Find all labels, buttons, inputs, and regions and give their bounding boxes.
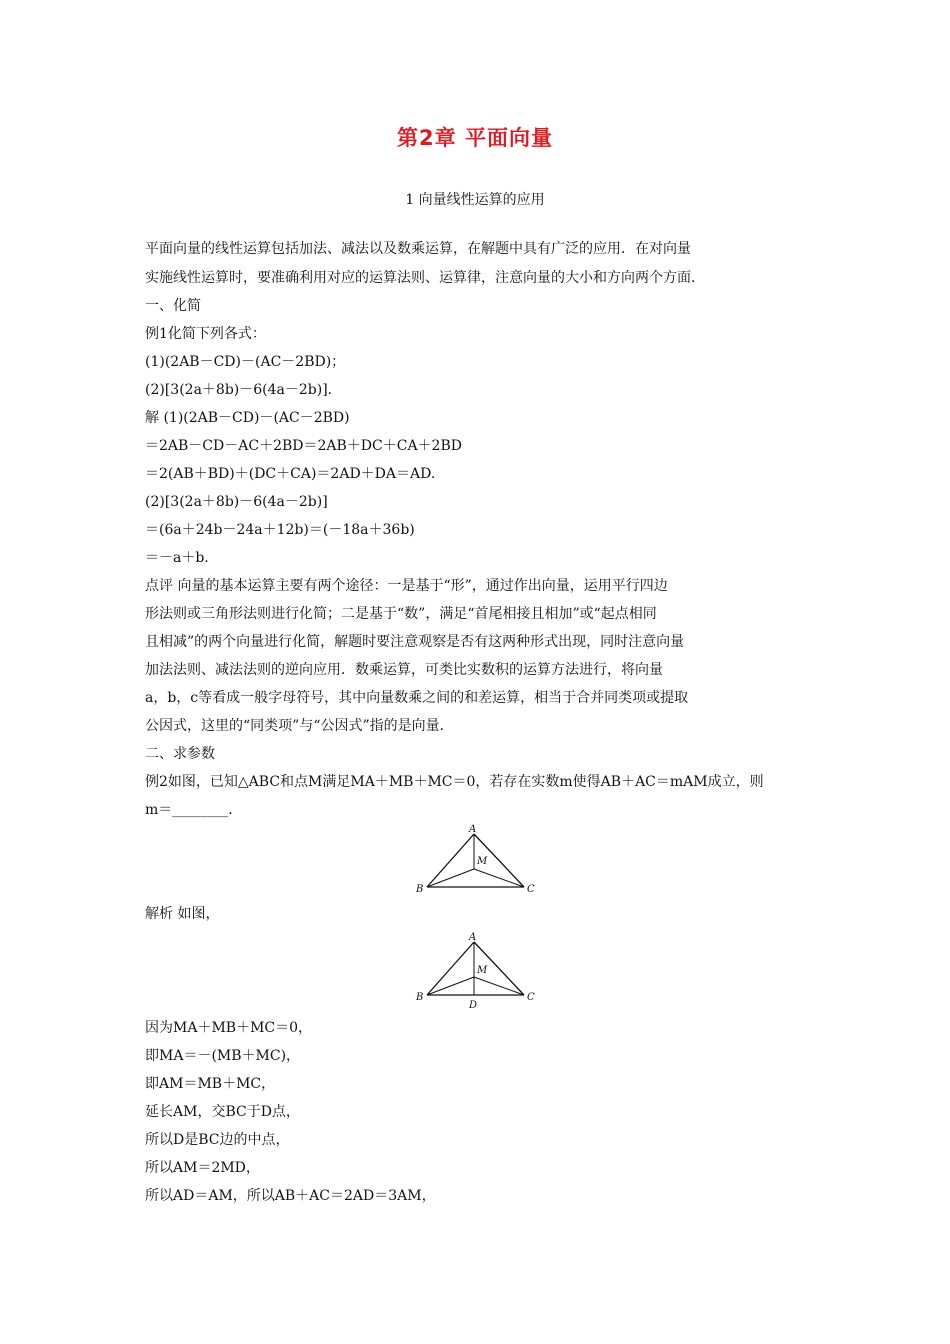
heading-parameter: 二、求参数 <box>145 746 215 762</box>
label-a: A <box>469 932 477 943</box>
text-line: 所以AD＝AM，所以AB＋AC＝2AD＝3AM， <box>145 1188 436 1204</box>
text-line: 即AM＝MB＋MC， <box>145 1076 276 1092</box>
text-line: ＝(6a＋24b－24a＋12b)＝(－18a＋36b) <box>145 522 415 538</box>
text-line: (1)(2AB－CD)－(AC－2BD)； <box>145 354 346 370</box>
text-line: ＝2(AB＋BD)＋(DC＋CA)＝2AD＋DA＝AD. <box>145 466 436 482</box>
triangle-figure-1 <box>410 822 540 898</box>
analysis-label: 解析 如图， <box>145 906 220 922</box>
chapter-title: 第2章 平面向量 <box>397 126 553 150</box>
text-line: 所以D是BC边的中点， <box>145 1132 290 1148</box>
label-c: C <box>527 992 535 1003</box>
heading-simplify: 一、化简 <box>145 298 201 314</box>
example-1: 例1化简下列各式： <box>145 326 266 342</box>
text-line: 延长AM，交BC于D点， <box>145 1104 300 1120</box>
label-c: C <box>527 884 535 895</box>
text-line: 即MA＝－(MB＋MC)， <box>145 1048 301 1064</box>
triangle-figure-2 <box>410 930 540 1012</box>
comment-line: 形法则或三角形法则进行化简；二是基于“数”，满足“首尾相接且相加”或“起点相同 <box>145 606 657 622</box>
label-m: M <box>477 965 488 976</box>
section-title: 1 向量线性运算的应用 <box>405 192 545 208</box>
text-line: 所以AM＝2MD， <box>145 1160 260 1176</box>
comment-line: 点评 向量的基本运算主要有两个途径：一是基于“形”，通过作出向量，运用平行四边 <box>145 578 668 594</box>
text-line: ＝2AB－CD－AC＋2BD＝2AB＋DC＋CA＋2BD <box>145 438 462 454</box>
label-m: M <box>477 856 488 867</box>
solution-label: 解 (1)(2AB－CD)－(AC－2BD) <box>145 410 350 426</box>
text-line: 实施线性运算时，要准确利用对应的运算法则、运算律，注意向量的大小和方向两个方面． <box>145 270 705 286</box>
label-d: D <box>469 1000 478 1011</box>
text-line: 平面向量的线性运算包括加法、减法以及数乘运算，在解题中具有广泛的应用．在对向量 <box>145 241 691 257</box>
text-line: ＝－a＋b. <box>145 550 209 566</box>
comment-line: 且相减”的两个向量进行化简，解题时要注意观察是否有这两种形式出现，同时注意向量 <box>145 634 685 650</box>
text-line: (2)[3(2a＋8b)－6(4a－2b)] <box>145 494 328 510</box>
label-b: B <box>416 992 424 1003</box>
label-a: A <box>469 824 477 835</box>
example-2: 例2如图，已知△ABC和点M满足MA＋MB＋MC＝0，若存在实数m使得AB＋AC＝mAM成立，则 <box>145 774 764 790</box>
comment-line: 加法法则、减法法则的逆向应用．数乘运算，可类比实数积的运算方法进行，将向量 <box>145 662 663 678</box>
label-b: B <box>416 884 424 895</box>
comment-line: 公因式，这里的“同类项”与“公因式”指的是向量． <box>145 718 454 734</box>
text-line: (2)[3(2a＋8b)－6(4a－2b)]． <box>145 382 342 398</box>
answer-blank: m＝________． <box>145 802 243 818</box>
comment-line: a，b，c等看成一般字母符号，其中向量数乘之间的和差运算，相当于合并同类项或提取 <box>145 690 689 706</box>
text-line: 因为MA＋MB＋MC＝0， <box>145 1020 313 1036</box>
